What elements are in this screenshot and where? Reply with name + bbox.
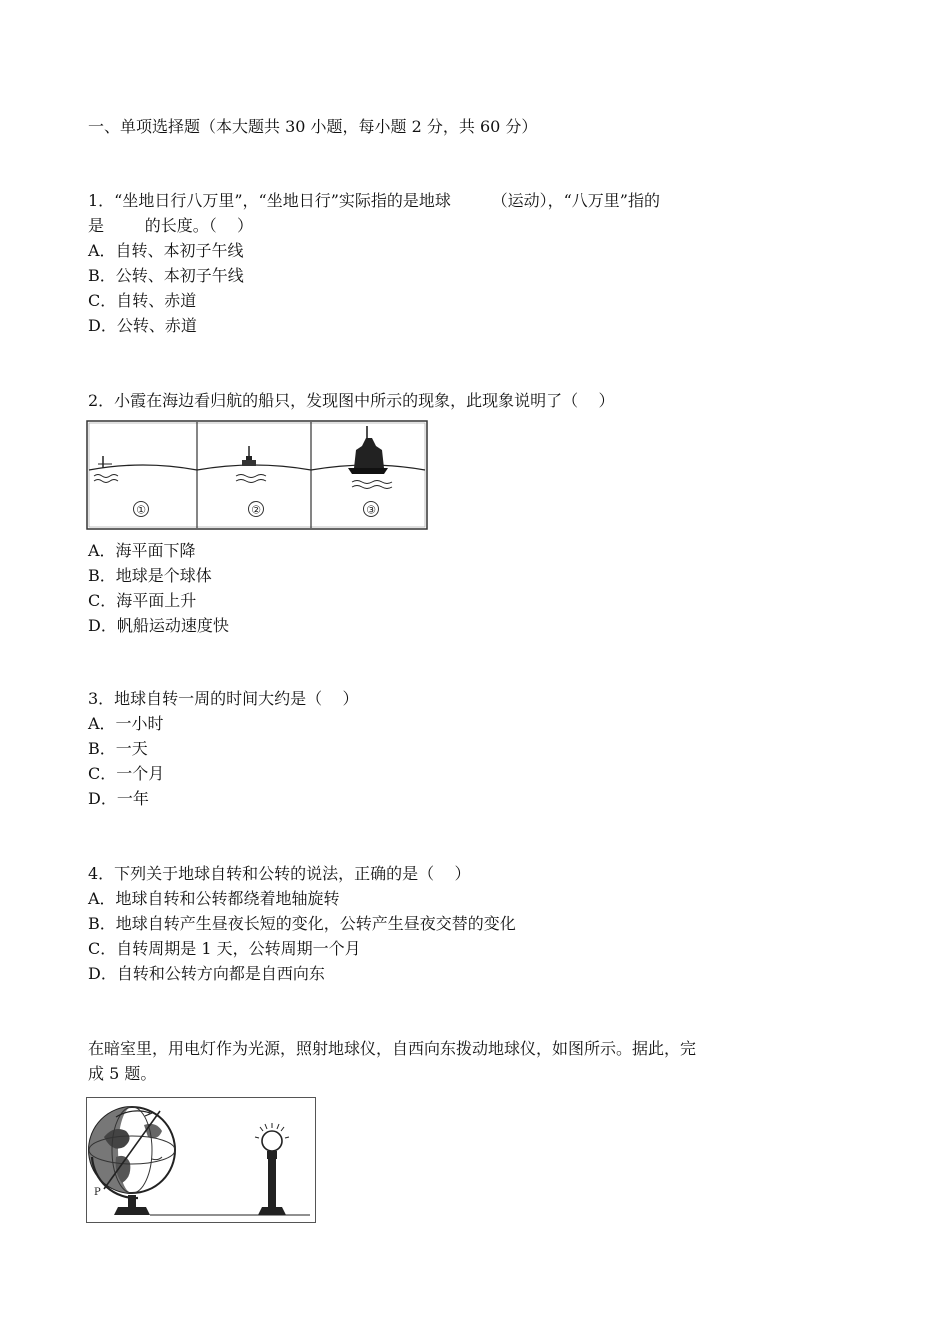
question-1-option-a: A．自转、本初子午线 bbox=[88, 241, 244, 260]
question-1-stem-line2: 是 的长度。（ ） bbox=[88, 216, 254, 235]
point-p-label: P bbox=[94, 1187, 101, 1198]
figure-label-3: ③ bbox=[366, 503, 376, 517]
ship-figure bbox=[86, 420, 428, 530]
question-4-option-b: B．地球自转产生昼夜长短的变化，公转产生昼夜交替的变化 bbox=[88, 914, 516, 933]
question-2-option-b: B．地球是个球体 bbox=[88, 566, 212, 585]
figure-label-2: ② bbox=[251, 503, 261, 517]
question-1-option-d: D．公转、赤道 bbox=[88, 316, 197, 335]
question-3-option-a: A．一小时 bbox=[88, 714, 164, 733]
question-4-option-c: C．自转周期是 1 天，公转周期一个月 bbox=[88, 939, 361, 958]
question-5-intro-line1: 在暗室里，用电灯作为光源，照射地球仪，自西向东拨动地球仪，如图所示。据此，完 bbox=[88, 1039, 697, 1058]
question-2-option-d: D．帆船运动速度快 bbox=[88, 616, 229, 635]
question-3-option-d: D．一年 bbox=[88, 789, 149, 808]
section-title: 一、单项选择题（本大题共 30 小题，每小题 2 分，共 60 分） bbox=[88, 117, 538, 136]
question-4-option-a: A．地球自转和公转都绕着地轴旋转 bbox=[88, 889, 340, 908]
globe-lamp-figure bbox=[86, 1097, 316, 1223]
question-3-option-c: C．一个月 bbox=[88, 764, 165, 783]
question-2-option-c: C．海平面上升 bbox=[88, 591, 197, 610]
question-4-option-d: D．自转和公转方向都是自西向东 bbox=[88, 964, 325, 983]
question-2-option-a: A．海平面下降 bbox=[88, 541, 196, 560]
question-5-intro-line2: 成 5 题。 bbox=[88, 1064, 157, 1083]
figure-label-1: ① bbox=[136, 503, 146, 517]
question-3-option-b: B．一天 bbox=[88, 739, 148, 758]
question-1-stem-line1: 1．“坐地日行八万里”，“坐地日行”实际指的是地球 （运动），“八万里”指的 bbox=[88, 191, 660, 210]
question-1-option-c: C．自转、赤道 bbox=[88, 291, 197, 310]
question-3-stem: 3．地球自转一周的时间大约是（ ） bbox=[88, 689, 359, 708]
question-4-stem: 4．下列关于地球自转和公转的说法，正确的是（ ） bbox=[88, 864, 471, 883]
question-2-stem: 2．小霞在海边看归航的船只，发现图中所示的现象，此现象说明了（ ） bbox=[88, 391, 615, 410]
question-1-option-b: B．公转、本初子午线 bbox=[88, 266, 244, 285]
